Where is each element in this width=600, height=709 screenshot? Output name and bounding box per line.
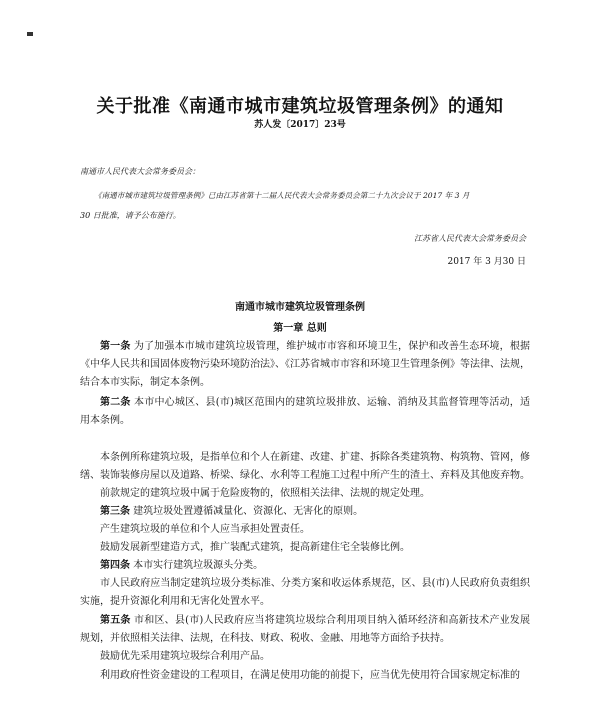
article-number: 第三条 bbox=[100, 506, 130, 517]
paragraph bbox=[80, 449, 530, 485]
article-number: 第二条 bbox=[100, 397, 131, 408]
paragraph bbox=[80, 575, 530, 611]
paragraph bbox=[80, 503, 530, 521]
paragraph-text: 市人民政府应当制定建筑垃圾分类标准、分类方案和收运体系规范，区、县(市)人民政府负责组织实施，提升资源化利用和无害化处置水平。 bbox=[80, 578, 530, 607]
notice-date: 2017 年 3 月30 日 bbox=[447, 257, 526, 267]
notice-body-line2: 30 日批准，请予公布施行。 bbox=[80, 211, 181, 220]
chapter-heading: 第一章 总则 bbox=[273, 323, 327, 334]
paragraph-text: 市和区、县(市)人民政府应当将建筑垃圾综合利用项目纳入循环经济和高新技术产业发展规划，并依照相关法律、法规，在科技、财政、税收、金融、用地等方面给予扶持。 bbox=[80, 615, 531, 644]
article-number: 第四条 bbox=[100, 560, 130, 571]
document-number: 苏人发〔2017〕23号 bbox=[254, 120, 346, 130]
paragraph bbox=[80, 521, 530, 539]
paragraph bbox=[80, 394, 530, 430]
regulation-title: 南通市城市建筑垃圾管理条例 bbox=[235, 302, 365, 313]
paragraph-text: 产生建筑垃圾的单位和个人应当承担处置责任。 bbox=[100, 524, 310, 535]
paragraph-text: 本条例所称建筑垃圾，是指单位和个人在新建、改建、扩建、拆除各类建筑物、构筑物、管网，修缮、装饰装修房屋以及道路、桥梁、绿化、水利等工程施工过程中所产生的渣土、弃料及其他废弃物。 bbox=[80, 452, 530, 481]
article-number: 第五条 bbox=[100, 615, 131, 626]
paragraph bbox=[80, 612, 530, 648]
paragraph-text: 鼓励优先采用建筑垃圾综合利用产品。 bbox=[100, 651, 270, 662]
notice-issuer: 江苏省人民代表大会常务委员会 bbox=[414, 234, 526, 243]
paragraph bbox=[80, 667, 530, 687]
notice-body-line1: 《南通市城市建筑垃圾管理条例》已由江苏省第十二届人民代表大会常务委员会第二十九次会议于 2017 年 3 月 bbox=[94, 191, 470, 200]
paragraph bbox=[80, 557, 530, 575]
paragraph-text: 本市中心城区、县(市)城区范围内的建筑垃圾排放、运输、消纳及其监督管理等活动，适用本条例。 bbox=[80, 397, 531, 426]
scan-mark bbox=[27, 32, 33, 36]
paragraph bbox=[80, 539, 530, 557]
paragraph bbox=[80, 648, 530, 666]
paragraph-text: 鼓励发展新型建造方式，推广装配式建筑，提高新建住宅全装修比例。 bbox=[100, 542, 410, 553]
paragraph-text: 为了加强本市城市建筑垃圾管理，维护城市市容和环境卫生，保护和改善生态环境，根据《中华人民共和国固体废物污染环境防治法》、《江苏省城市市容和环境卫生管理条例》等法律、法规，结合本市实际，制定本条例。 bbox=[80, 341, 531, 388]
paragraph-text: 前款规定的建筑垃圾中属于危险废物的，依照相关法律、法规的规定处理。 bbox=[100, 488, 430, 499]
paragraph-text: 利用政府性资金建设的工程项目，在满足使用功能的前提下，应当优先使用符合国家规定标准的 bbox=[100, 670, 520, 681]
paragraph bbox=[80, 338, 530, 392]
addressee: 南通市人民代表大会常务委员会： bbox=[80, 167, 200, 176]
article-number: 第一条 bbox=[100, 341, 131, 352]
paragraph bbox=[80, 485, 530, 503]
notice-title: 关于批准《南通市城市建筑垃圾管理条例》的通知 bbox=[96, 96, 504, 117]
paragraph-text: 建筑垃圾处置遵循减量化、资源化、无害化的原则。 bbox=[130, 506, 364, 517]
paragraph-text: 本市实行建筑垃圾源头分类。 bbox=[130, 560, 264, 571]
